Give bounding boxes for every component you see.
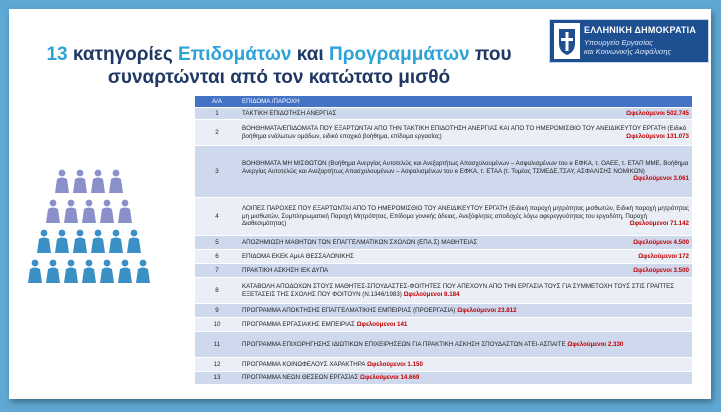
beneficiaries-count: Ωφελούμενοι 2.330 [567,340,624,348]
row-text [239,358,692,372]
row-text [239,304,692,318]
column-header-benefit: ΕΠΙΔΟΜΑ /ΠΑΡΟΧΗ [239,96,692,108]
row-number: 6 [195,250,239,264]
beneficiaries-count: Ωφελούμενοι 502.745 [626,109,689,117]
slide [9,9,711,399]
benefit-name: ΑΠΟΖΗΜΙΩΣΗ ΜΑΘΗΤΩΝ ΤΩΝ ΕΠΑΓΓΕΛΜΑΤΙΚΩΝ ΣΧΟΛΩΝ (ΕΠΑ.Σ) ΜΑΘΗΤΕΙΑΣ [242,238,478,246]
row-number: 5 [195,236,239,250]
table-row [195,236,692,250]
row-text [239,318,692,332]
row-number: 7 [195,264,239,278]
row-number: 8 [195,278,239,304]
row-number: 3 [195,146,239,198]
title-word: που [474,44,512,65]
beneficiaries-count: Ωφελούμενοι 3.061 [633,175,689,183]
beneficiaries-count: Ωφελούμενοι 8.184 [403,290,460,298]
slide-title [9,43,549,89]
row-number: 2 [195,120,239,146]
column-header-no: Α/Α [195,96,239,108]
title-highlight: Επιδομάτων [177,44,292,65]
beneficiaries-count: Ωφελούμενοι 3.500 [633,266,689,274]
title-word: κατηγορίες [72,44,173,65]
table-row [195,120,692,146]
row-text [239,372,692,385]
table-row [195,264,692,278]
beneficiaries-count: Ωφελούμενοι 23.812 [457,306,517,314]
benefit-name: ΠΡΟΓΡΑΜΜΑ ΝΕΩΝ ΘΕΣΕΩΝ ΕΡΓΑΣΙΑΣ [242,374,359,382]
benefit-name: ΒΟΗΘΗΜΑΤΑ/ΕΠΙΔΟΜΑΤΑ ΠΟΥ ΕΞΑΡΤΩΝΤΑΙ ΑΠΟ ΤΗΝ ΤΑΚΤΙΚΗ ΕΠΙΔΟΤΗΣΗ ΑΝΕΡΓΙΑΣ ΚΑΙ ΑΠΟ ΤΟ ΗΜΕΡΟΜΙΣΘΙΟ ΤΟΥ ΑΝΕΙΔΙΚΕΥΤΟΥ ΕΡΓΑΤΗ (Ειδικό βοήθημα ενάλωτων ομάδων, ειδικό εποχικό βοήθημα, επίδομα εργασίας) [242,124,687,140]
benefit-name: ΒΟΗΘΗΜΑΤΑ ΜΗ ΜΙΣΘΩΤΩΝ (Βοήθημα Ανεργίας Αυτοτελώς και Ανεξαρτήτως Απασχολουμένων – Ασφαλισμένων του e ΕΦΚΑ, τ. ΟΑΕΕ, τ. ΕΤΑΠ ΜΜΕ, Βοήθημα Ανεργίας Αυτοτελώς και Ανεξαρτήτως Απασχολουμένων – Ασφαλισμένων του e ΕΦΚΑ, τ. ΕΤΑΑ (τ. Τομέας ΤΣΜΕΔΕ,ΤΣΑΥ, ΑΣΦΑΛΙΣΗΣ ΝΟΜΙΚΩΝ) [242,160,689,175]
beneficiaries-count: Ωφελούμενοι 4.500 [633,238,689,246]
table-row [195,304,692,318]
logo-subtitle-line: και Κοινωνικής Ασφάλισης [584,47,672,56]
row-number: 9 [195,304,239,318]
table-row [195,250,692,264]
benefit-name: ΚΑΤΑΒΟΛΗ ΑΠΟΔΟΧΩΝ ΣΤΟΥΣ ΜΑΘΗΤΕΣ-ΣΠΟΥΔΑΣΤΕΣ-ΦΟΙΤΗΤΕΣ ΠΟΥ ΑΠΕΧΟΥΝ ΑΠΟ ΤΗΝ ΕΡΓΑΣΙΑ ΤΟΥΣ ΓΙΑ ΣΥΜΜΕΤΟΧΗ ΤΟΥΣ ΣΤΙΣ ΓΡΑΠΤΕΣ ΕΞΕΤΑΣΕΙΣ ΤΗΣ ΣΧΟΛΗΣ ΠΟΥ ΦΟΙΤΟΥΝ (Ν.1346/1983) [242,282,675,298]
benefit-name: ΕΠΙΔΟΜΑ ΕΚΕΚ ΑμεΑ ΘΕΣΣΑΛΟΝΙΚΗΣ [242,252,354,260]
row-text [239,250,692,264]
row-number: 10 [195,318,239,332]
benefit-name: ΠΡΟΓΡΑΜΜΑ ΑΠΟΚΤΗΣΗΣ ΕΠΑΓΓΕΛΜΑΤΙΚΗΣ ΕΜΠΕΙΡΙΑΣ (ΠΡΟΕΡΓΑΣΙΑ) [242,306,456,314]
title-highlight: Προγραμμάτων [328,44,470,65]
beneficiaries-count: Ωφελούμενοι 71.142 [629,220,689,228]
row-text [239,108,692,120]
ministry-logo [549,19,709,63]
logo-title: ΕΛΛΗΝΙΚΗ ΔΗΜΟΚΡΑΤΙΑ [584,25,697,35]
beneficiaries-count: Ωφελούμενοι 141 [356,320,408,328]
beneficiaries-count: Ωφελούμενοι 172 [638,252,689,260]
beneficiaries-count: Ωφελούμενοι 1.150 [366,360,423,368]
table-row [195,372,692,385]
row-number: 13 [195,372,239,385]
benefit-name: ΛΟΙΠΕΣ ΠΑΡΟΧΕΣ ΠΟΥ ΕΞΑΡΤΩΝΤΑΙ ΑΠΟ ΤΟ ΗΜΕΡΟΜΙΣΘΙΟ ΤΟΥ ΑΝΕΙΔΙΚΕΥΤΟΥ ΕΡΓΑΤΗ (Ειδική παροχή μητρότητας μισθωτών, Ειδική παροχή μητρότητας μη μισθωτών, Συμπληρωματική Παροχή Μητρότητας, Επίδομα γονικής άδειας, Ανεξόφλητες αποδοχές λόγω αφερεγγυότητας του εργοδότη, Παροχή Διαθεσιμότητας) [242,205,689,228]
benefit-name: ΤΑΚΤΙΚΗ ΕΠΙΔΟΤΗΣΗ ΑΝΕΡΓΙΑΣ [242,109,337,117]
row-text [239,120,692,146]
people-pyramid-icon [23,169,183,289]
row-text [239,198,692,236]
row-number: 12 [195,358,239,372]
row-text [239,236,692,250]
row-text [239,278,692,304]
coat-of-arms-icon [554,23,580,59]
table-row [195,318,692,332]
title-line-2: συναρτώνται από τον κατώτατο μισθό [107,67,451,88]
beneficiaries-count: Ωφελούμενοι 14.669 [360,374,420,382]
table-row [195,108,692,120]
logo-subtitle [584,38,671,56]
benefits-table [195,96,692,385]
benefit-name: ΠΡΑΚΤΙΚΗ ΑΣΚΗΣΗ ΙΕΚ ΔΥΠΑ [242,266,329,274]
table-header-row [195,96,692,108]
table-row [195,198,692,236]
title-count: 13 [46,44,68,65]
row-text [239,332,692,358]
table-row [195,146,692,198]
logo-subtitle-line: Υπουργείο Εργασίας [584,38,653,47]
title-line-1 [9,43,549,66]
benefit-name: ΠΡΟΓΡΑΜΜΑ ΕΡΓΑΣΙΑΚΗΣ ΕΜΠΕΙΡΙΑΣ [242,320,355,328]
row-number: 1 [195,108,239,120]
row-number: 4 [195,198,239,236]
beneficiaries-count: Ωφελούμενοι 131.073 [626,132,689,140]
title-word: και [296,44,324,65]
row-text [239,264,692,278]
row-text [239,146,692,198]
benefit-name: ΠΡΟΓΡΑΜΜΑ ΕΠΙΧΟΡΗΓΗΣΗΣ ΙΔΙΩΤΙΚΩΝ ΕΠΙΧΕΙΡΗΣΕΩΝ ΓΙΑ ΠΡΑΚΤΙΚΗ ΑΣΚΗΣΗ ΣΠΟΥΔΑΣΤΩΝ ΑΤΕΙ-ΑΣΠΑΙΤΕ [242,340,566,348]
row-number: 11 [195,332,239,358]
table-row [195,358,692,372]
benefit-name: ΠΡΟΓΡΑΜΜΑ ΚΟΙΝΩΦΕΛΟΥΣ ΧΑΡΑΚΤΗΡΑ [242,360,366,368]
table-row [195,278,692,304]
table-row [195,332,692,358]
